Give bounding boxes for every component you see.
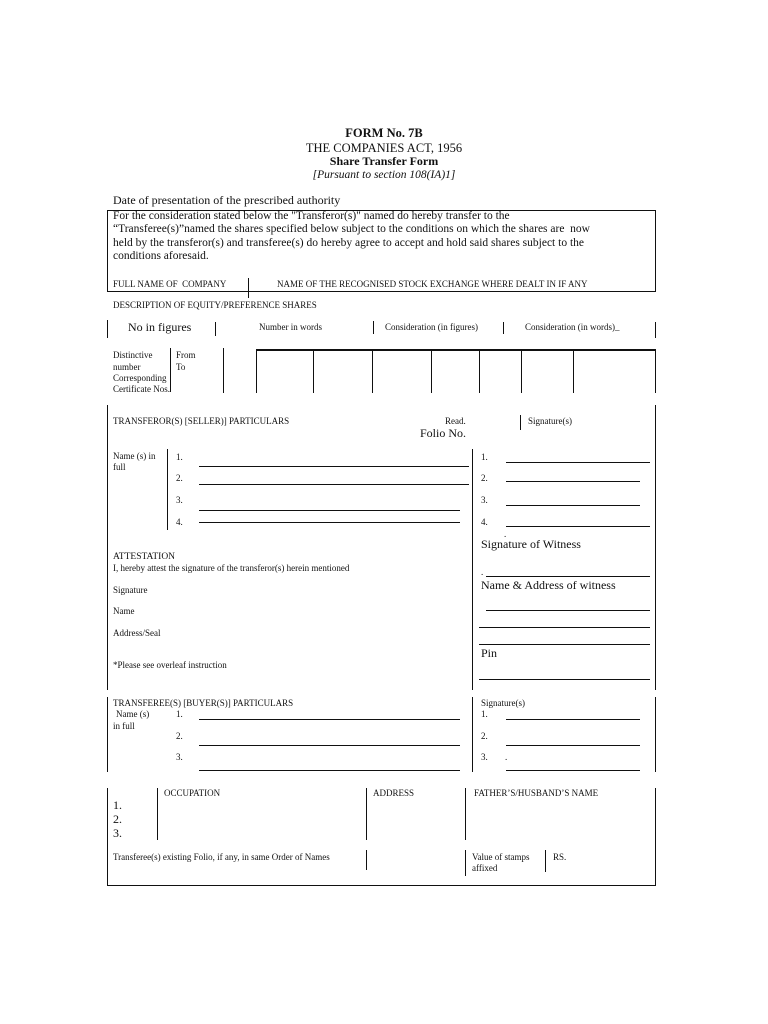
transferor-name-label: Name (s) in xyxy=(113,451,156,461)
consideration-text-line: conditions aforesaid. xyxy=(113,250,209,262)
consideration-figures-label: Consideration (in figures) xyxy=(385,322,478,332)
transferee-signature-line-3 xyxy=(506,770,640,771)
transferee-name-line-1 xyxy=(199,719,460,720)
folio-divider xyxy=(520,415,521,430)
transferor-name-number: 1. xyxy=(176,452,183,462)
transferor-signatures-label: Signature(s) xyxy=(528,416,572,426)
transferee-name-number: 1. xyxy=(176,709,183,719)
witness-address-line-1 xyxy=(486,610,650,611)
details-row-number: 1. xyxy=(113,798,122,812)
details-column-divider xyxy=(157,788,158,840)
certificate-grid-divider xyxy=(372,350,373,393)
distinctive-divider xyxy=(170,348,171,392)
transferor-name-line-3 xyxy=(199,510,460,511)
transferor-name-line-4 xyxy=(199,522,460,523)
shares-row-divider xyxy=(655,322,656,338)
transferor-name-label: full xyxy=(113,462,126,472)
transferor-section-left-border xyxy=(107,405,108,690)
certificate-grid-divider xyxy=(573,350,574,393)
certificate-grid-divider xyxy=(655,350,656,393)
folio-row-divider xyxy=(366,850,367,870)
folio-row-divider xyxy=(465,850,466,876)
transferee-signature-number: 3. xyxy=(481,752,488,762)
attestation-address-seal-label: Address/Seal xyxy=(113,628,161,638)
company-divider xyxy=(248,278,249,298)
distinctive-divider xyxy=(223,348,224,393)
rs-label: RS. xyxy=(553,852,567,862)
pursuant-section: [Pursuant to section 108(IA)1] xyxy=(312,169,456,181)
attestation-signature-label: Signature xyxy=(113,585,148,595)
attestation-statement: I, hereby attest the signature of the transferor(s) herein mentioned xyxy=(113,563,350,573)
certificate-grid-divider xyxy=(521,350,522,393)
transferee-signature-number: 1. xyxy=(481,709,488,719)
witness-signature-label: Signature of Witness xyxy=(481,537,581,551)
transferee-name-number: 2. xyxy=(176,731,183,741)
certificate-grid-divider xyxy=(431,350,432,393)
certificate-grid-divider xyxy=(256,350,257,393)
transferee-section-left-border xyxy=(107,697,108,772)
distinctive-label: Distinctive xyxy=(113,350,153,360)
shares-row-divider xyxy=(107,320,108,338)
shares-row-divider xyxy=(503,322,504,334)
witness-signature-mark: . xyxy=(481,567,484,577)
transferee-signature-number: 2. xyxy=(481,731,488,741)
share-description-label: DESCRIPTION OF EQUITY/PREFERENCE SHARES xyxy=(113,300,317,310)
consideration-text-line: held by the transferor(s) and transferee(s) do hereby agree to accept and hold said shares subject to the xyxy=(113,237,584,249)
transferee-name-label: in full xyxy=(113,721,135,731)
distinctive-label: Corresponding xyxy=(113,373,167,383)
transferor-name-number: 3. xyxy=(176,495,183,505)
consideration-text-line: For the consideration stated below the "Transferor(s)" named do hereby transfer to the xyxy=(113,210,510,222)
read-label: Read. xyxy=(445,416,466,426)
details-table-right-border xyxy=(655,788,656,885)
transferor-section-right-border xyxy=(655,405,656,690)
transferee-signature-line-1 xyxy=(506,719,640,720)
details-column-divider xyxy=(465,788,466,840)
transferor-name-number: 4. xyxy=(176,517,183,527)
transferor-signature-line-3 xyxy=(506,505,640,506)
stamps-divider xyxy=(545,850,546,872)
transferor-name-line-1 xyxy=(199,466,469,467)
transferor-heading: TRANSFEROR(S) [SELLER)] PARTICULARS xyxy=(113,416,290,426)
attestation-heading: ATTESTATION xyxy=(113,552,176,562)
certificate-grid-divider xyxy=(313,350,314,393)
details-column-divider xyxy=(366,788,367,840)
distinctive-label: number xyxy=(113,362,141,372)
transferee-signature-line-2 xyxy=(506,745,640,746)
form-title: Share Transfer Form xyxy=(329,154,439,168)
father-husband-name-header: FATHER’S/HUSBAND’S NAME xyxy=(474,788,599,798)
form-number: FORM No. 7B xyxy=(345,126,423,140)
transferor-name-divider xyxy=(167,449,168,530)
transferor-trailing-mark: . xyxy=(504,529,507,539)
transferor-signature-number: 1. xyxy=(481,452,488,462)
transferee-heading: TRANSFEREE(S) [BUYER(S)] PARTICULARS xyxy=(113,698,294,708)
attestation-name-label: Name xyxy=(113,606,135,616)
transferee-name-line-3 xyxy=(199,770,460,771)
details-table-bottom-border xyxy=(107,885,656,886)
certificate-grid-divider xyxy=(479,350,480,393)
witness-address-line-2 xyxy=(479,627,650,628)
transferor-name-line-2 xyxy=(199,484,469,485)
details-table-left-border xyxy=(107,788,108,885)
number-in-words-label: Number in words xyxy=(259,322,322,332)
transferee-trailing-mark: . xyxy=(505,752,508,762)
transferee-section-right-border xyxy=(655,697,656,772)
witness-pin-line xyxy=(479,679,650,680)
transferor-signature-line-1 xyxy=(506,462,650,463)
to-label: To xyxy=(176,362,186,372)
witness-pin-label: Pin xyxy=(481,646,498,660)
transferor-signature-number: 2. xyxy=(481,473,488,483)
stock-exchange-label: NAME OF THE RECOGNISED STOCK EXCHANGE WHERE DEALT IN IF ANY xyxy=(277,279,588,289)
overleaf-instruction-note: *Please see overleaf instruction xyxy=(113,660,227,670)
certificate-grid-top xyxy=(256,349,656,351)
transferor-signature-divider xyxy=(472,449,473,690)
no-in-figures-label: No in figures xyxy=(128,320,192,334)
act-name: THE COMPANIES ACT, 1956 xyxy=(305,141,463,155)
witness-address-line-3 xyxy=(479,644,650,645)
transferee-name-line-2 xyxy=(199,745,460,746)
shares-row-divider xyxy=(215,322,216,336)
full-name-company-label: FULL NAME OF COMPANY xyxy=(113,279,227,289)
from-label: From xyxy=(176,350,196,360)
value-of-stamps-label: Value of stamps xyxy=(472,852,530,862)
details-row-number: 2. xyxy=(113,812,122,826)
address-header: ADDRESS xyxy=(373,788,415,798)
witness-signature-line xyxy=(486,576,650,577)
witness-name-address-label: Name & Address of witness xyxy=(481,578,616,592)
transferor-signature-number: 4. xyxy=(481,517,488,527)
date-of-presentation-label: Date of presentation of the prescribed authority xyxy=(113,193,341,207)
details-row-number: 3. xyxy=(113,826,122,840)
shares-row-divider xyxy=(373,321,374,334)
transferor-signature-line-2 xyxy=(506,481,640,482)
existing-folio-label: Transferee(s) existing Folio, if any, in same Order of Names xyxy=(113,852,330,862)
transferor-name-number: 2. xyxy=(176,473,183,483)
value-of-stamps-label: affixed xyxy=(472,863,498,873)
transferor-signature-line-4 xyxy=(506,526,650,527)
occupation-header: OCCUPATION xyxy=(164,788,221,798)
distinctive-label: Certificate Nos. xyxy=(113,384,170,394)
consideration-words-label: Consideration (in words)_ xyxy=(525,322,620,332)
transferee-name-label: Name (s) xyxy=(116,709,150,719)
transferee-signatures-label: Signature(s) xyxy=(481,698,525,708)
transferee-name-number: 3. xyxy=(176,752,183,762)
transferor-signature-number: 3. xyxy=(481,495,488,505)
folio-no-label: Folio No. xyxy=(420,426,467,440)
consideration-text-line: “Transferee(s)”named the shares specified below subject to the conditions on which the shares are now xyxy=(113,223,590,235)
transferee-signature-divider xyxy=(472,697,473,772)
